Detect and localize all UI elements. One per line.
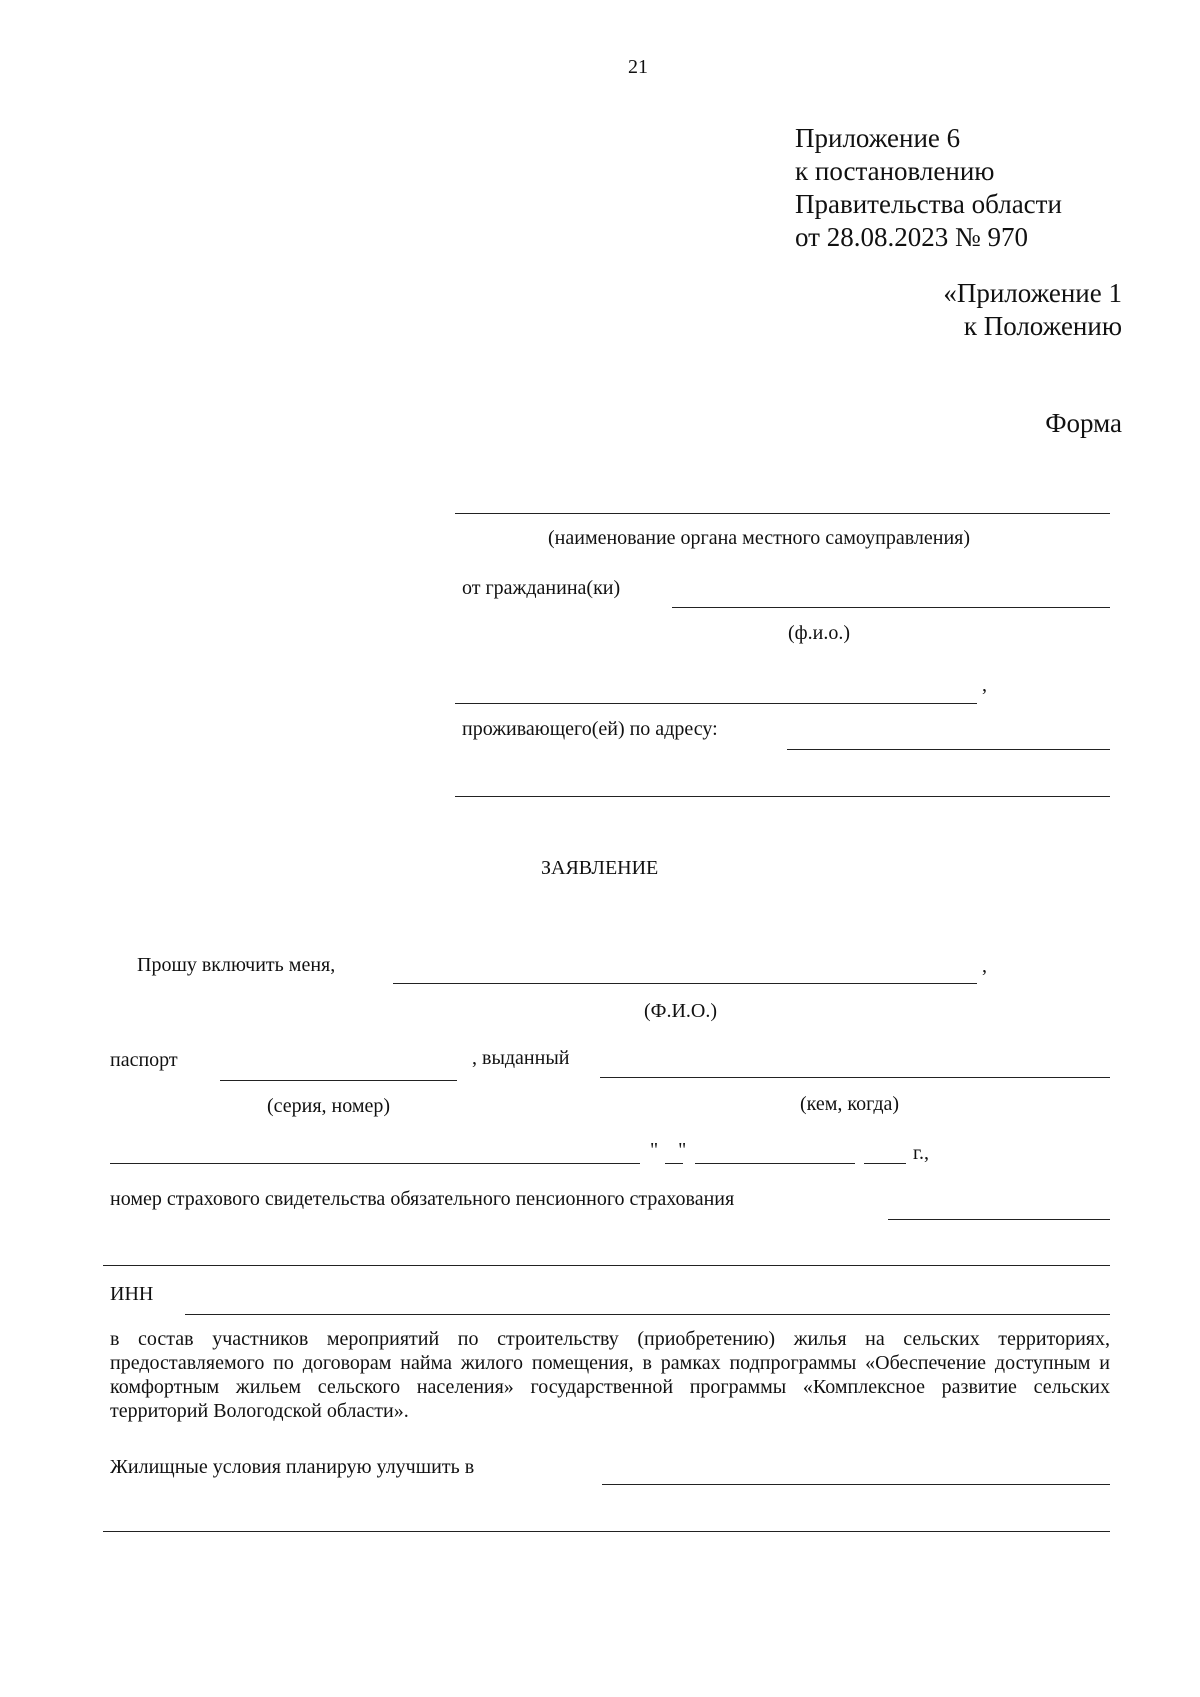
comma: , <box>982 955 987 977</box>
appendix-line-3: Правительства области <box>795 189 1062 219</box>
housing-location-field-2[interactable] <box>103 1531 1110 1532</box>
from-citizen-label: от гражданина(ки) <box>462 577 621 599</box>
housing-label: Жилищные условия планирую улучшить в <box>110 1456 475 1478</box>
date-quotes: " " <box>650 1139 687 1161</box>
series-caption: (серия, номер) <box>267 1095 391 1117</box>
request-label: Прошу включить меня, <box>137 954 336 976</box>
appendix-line-4: от 28.08.2023 № 970 <box>795 222 1028 252</box>
appendix-line-2: к постановлению <box>795 156 995 186</box>
citizen-name-field-2[interactable] <box>455 703 977 704</box>
form-label: Форма <box>1045 408 1122 438</box>
inn-label: ИНН <box>110 1283 154 1305</box>
authority-name-field[interactable] <box>455 513 1110 514</box>
issue-day-field[interactable] <box>665 1163 683 1164</box>
appendix-line-1: Приложение 6 <box>795 123 961 153</box>
regulation-appendix <box>943 277 1122 343</box>
address-field-2[interactable] <box>455 796 1110 797</box>
page-number: 21 <box>628 56 648 78</box>
fio-caption: (ф.и.о.) <box>788 622 850 644</box>
issued-label: , выданный <box>472 1047 570 1069</box>
comma: , <box>982 674 987 696</box>
snils-field-2[interactable] <box>103 1265 1110 1266</box>
year-suffix: г., <box>913 1142 929 1164</box>
fio-caption-upper: (Ф.И.О.) <box>644 1000 718 1022</box>
issue-month-field[interactable] <box>695 1163 855 1164</box>
citizen-name-field[interactable] <box>672 607 1110 608</box>
passport-label: паспорт <box>110 1049 178 1071</box>
document-title: ЗАЯВЛЕНИЕ <box>541 857 659 879</box>
passport-series-field[interactable] <box>220 1080 457 1081</box>
passport-issuer-field[interactable] <box>600 1077 1110 1078</box>
program-paragraph: в состав участников мероприятий по строительству (приобретению) жилья на сельских территориях, предоставляемого по договорам найма жилого помещения, в рамках подпрограммы «Обеспечение доступным и комфортным жильем сельского населения» государственной программы «Комплексное развитие сельских территорий Вологодской области». <box>110 1328 1110 1422</box>
issue-year-field[interactable] <box>864 1163 906 1164</box>
authority-caption: (наименование органа местного самоуправления) <box>548 527 971 549</box>
housing-location-field[interactable] <box>602 1484 1110 1485</box>
residing-label: проживающего(ей) по адресу: <box>462 718 718 740</box>
passport-issuer-field-2[interactable] <box>110 1163 640 1164</box>
appendix-header <box>795 122 1062 254</box>
applicant-name-field[interactable] <box>393 983 977 984</box>
regulation-appendix-line-2: к Положению <box>963 311 1122 341</box>
inn-field[interactable] <box>185 1314 1110 1315</box>
address-field[interactable] <box>787 749 1110 750</box>
regulation-appendix-line-1: «Приложение 1 <box>943 278 1122 308</box>
snils-field[interactable] <box>888 1219 1110 1220</box>
issuer-caption: (кем, когда) <box>800 1093 900 1115</box>
snils-label: номер страхового свидетельства обязательного пенсионного страхования <box>110 1188 735 1210</box>
